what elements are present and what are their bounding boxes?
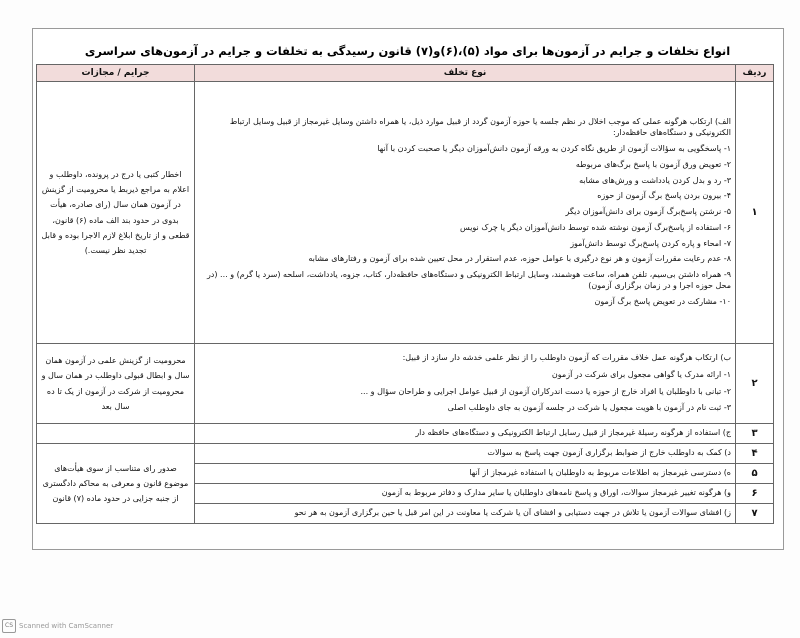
row-number: ۷	[736, 504, 774, 524]
row-number: ۵	[736, 464, 774, 484]
violation-intro: ب) ارتکاب هرگونه عمل خلاف مقررات که آزمون داوطلب را از نظر علمی خدشه دار سازد از قبیل:	[402, 352, 731, 362]
row-number: ۶	[736, 484, 774, 504]
document-title: انواع تخلفات و جرایم در آزمون‌ها برای مواد (۵)،(۶)و(۷) قانون رسیدگی به تخلفات و جرایم در آزمون‌های سراسری	[84, 44, 731, 58]
watermark-text: Scanned with CamScanner	[19, 622, 114, 630]
violation-intro: الف) ارتکاب هرگونه عملی که موجب اخلال در نظم جلسه یا حوزه آزمون گردد از قبیل موارد ذیل، یا همراه داشتن وسایل غیرمجاز از قبیل وسایل ارتباط الکترونیکی و دستگاه‌های حافظه‌دار:	[229, 117, 731, 138]
header-violation-type: نوع تخلف	[195, 65, 736, 82]
violation-item: ۲- تبانی با داوطلبان یا افراد خارج از حوزه یا دست اندرکاران آزمون از قبیل عوامل اجرایی و طراحان سؤال و ...	[360, 386, 731, 396]
table-row	[37, 344, 774, 424]
table-row	[37, 82, 774, 344]
row-number: ۴	[736, 444, 774, 464]
violation-item: ۳- رد و بدل کردن یادداشت و ورش‌های مشابه	[579, 175, 731, 185]
violation-item: ۱- ارائه مدرک یا گواهی مجعول برای شرکت در آزمون	[551, 369, 731, 379]
row-number: ۱	[736, 82, 774, 344]
header-row-number: ردیف	[736, 65, 774, 82]
violations-table	[36, 64, 774, 524]
row-number: ۲	[736, 344, 774, 424]
violation-item: ۱- پاسخگویی به سؤالات آزمون از طریق نگاه کردن به ورقه آزمون دانش‌آموزان دیگر یا صحبت کردن با آنها	[377, 143, 731, 153]
violation-cell	[195, 444, 736, 464]
violation-text: د) کمک به داوطلب خارج از ضوابط برگزاری آزمون جهت پاسخ به سوالات	[487, 448, 731, 458]
violation-text: ج) استفاده از هرگونه رسیلۀ غیرمجاز از قبیل رسایل ارتباط الکترونیکی و دستگاه‌های حافظه دار	[415, 428, 731, 438]
penalty-cell-empty	[37, 424, 195, 444]
violation-item: ۹- همراه داشتن بی‌سیم، تلفن همراه، ساعت هوشمند، وسایل ارتباط الکترونیکی و دستگاه‌های حافظه‌دار، کتاب، جزوه، یادداشت، اسلحه (سرد یا گرم) و ... (در محل حوزه اجرا و در زمان برگزاری آزمون)	[206, 270, 731, 291]
violation-item: ۱۰- مشارکت در تعویض پاسخ برگ آزمون	[594, 296, 731, 306]
violation-cell	[195, 344, 736, 424]
violation-item: ۸- عدم رعایت مقررات آزمون و هر نوع درگیری با عوامل حوزه، عدم استقرار در محل تعیین شده برای آزمون و رفتارهای مشابه	[308, 254, 731, 264]
penalty-cell: اخطار کتبی یا درج در پرونده، داوطلب و اعلام به مراجع ذیربط یا محرومیت از گزینش در آزمون همان سال (رای صادره، هیأت بدوی در حدود بند الف ماده (۶) قانون، قطعی و از تاریخ ابلاغ لازم الاجرا بوده و قابل تجدید نظر نیست.)	[37, 82, 195, 344]
row-number: ۳	[736, 424, 774, 444]
violation-text: ز) افشای سوالات آزمون یا تلاش در جهت دستیابی و افشای آن یا شرکت یا معاونت در این امر قبل یا حین برگزاری آزمون به هر نحو	[294, 508, 731, 518]
group-penalty-cell: صدور رای متناسب از سوی هیأت‌های موضوع قانون و معرفی به محاکم دادگستری از جنبه جزایی در حدود ماده (۷) قانون	[37, 444, 195, 524]
header-penalty: جرایم / مجازات	[37, 65, 195, 82]
table-header-row	[37, 65, 774, 82]
violation-item: ۳- ثبت نام در آزمون با هویت مجعول یا شرکت در جلسه آزمون به جای داوطلب اصلی	[447, 403, 731, 413]
violation-item: ۵- نرشتن پاسخ‌برگ آزمون برای دانش‌آموزان دیگر	[565, 207, 731, 217]
violation-item: ۴- بیرون بردن پاسخ برگ آزمون از حوزه	[597, 191, 731, 201]
violation-cell	[195, 82, 736, 344]
violation-item: ۶- استفاده از پاسخ‌برگ آزمون نوشته شده توسط دانش‌آموزان دیگر یا چرک نویس	[460, 222, 731, 232]
violation-item: ۲- تعویض ورق آزمون با پاسخ برگ‌های مربوطه	[575, 159, 731, 169]
violation-cell	[195, 484, 736, 504]
camscanner-icon: CS	[2, 619, 16, 633]
table-row	[37, 424, 774, 444]
violation-text: ه) دسترسی غیرمجاز به اطلاعات مربوط به داوطلبان یا استفاده غیرمجاز از آنها	[469, 468, 731, 478]
violation-cell	[195, 504, 736, 524]
scanner-watermark	[2, 619, 113, 633]
violation-cell	[195, 424, 736, 444]
penalty-cell: محرومیت از گزینش علمی در آزمون همان سال و ابطال قبولی داوطلب در همان سال و محرومیت از شرکت در آزمون از یک تا ده سال بعد	[37, 344, 195, 424]
table-row	[37, 444, 774, 464]
violation-item: ۷- امحاء و پاره کردن پاسخ‌برگ توسط دانش‌آموز	[570, 238, 731, 248]
violation-cell	[195, 464, 736, 484]
violation-text: و) هرگونه تغییر غیرمجاز سوالات، اوراق و پاسخ نامه‌های داوطلبان یا سایر مدارک و دفاتر مربوط به آزمون	[381, 488, 731, 498]
